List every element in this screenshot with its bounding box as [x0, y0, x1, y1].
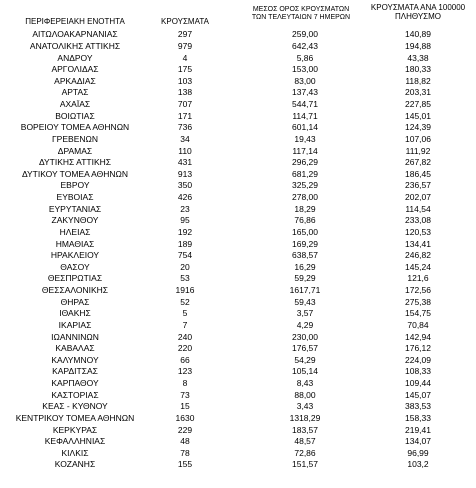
cell-seven-day-average: 18,29 — [294, 203, 316, 214]
cell-regional-unit: ΒΟΡΕΙΟΥ ΤΟΜΕΑ ΑΘΗΝΩΝ — [20, 122, 130, 133]
cell-cases: 229 — [177, 424, 193, 435]
cell-cases: 78 — [180, 447, 190, 458]
cell-cases-per-100k: 145,07 — [405, 389, 431, 400]
cell-seven-day-average: 76,86 — [294, 215, 316, 226]
table-row — [0, 250, 476, 262]
cell-spacer — [220, 331, 250, 343]
cell-seven-day-average: 83,00 — [294, 75, 316, 86]
cell-regional-unit: ΓΡΕΒΕΝΩΝ — [52, 133, 98, 144]
cell-spacer — [220, 378, 250, 390]
cell-seven-day-average: 153,00 — [292, 64, 318, 75]
cell-spacer — [220, 413, 250, 425]
table-row — [0, 448, 476, 460]
cell-cases-per-100k: 186,45 — [405, 168, 431, 179]
cell-cases-per-100k: 121,6 — [407, 273, 429, 284]
table-body — [0, 29, 476, 471]
cell-cases: 73 — [180, 389, 190, 400]
table-row — [0, 296, 476, 308]
cell-regional-unit: ΘΗΡΑΣ — [60, 296, 90, 307]
cell-regional-unit: ΖΑΚΥΝΘΟΥ — [51, 215, 99, 226]
cell-cases-per-100k: 383,53 — [405, 401, 431, 412]
cell-spacer — [220, 308, 250, 320]
header-seven-day-average — [238, 6, 364, 22]
table-row — [0, 285, 476, 297]
table-row — [0, 238, 476, 250]
cell-cases-per-100k: 145,01 — [405, 110, 431, 121]
cell-seven-day-average: 59,29 — [294, 273, 316, 284]
table-row — [0, 99, 476, 111]
table-row — [0, 192, 476, 204]
header-cases: ΚΡΟΥΣΜΑΤΑ — [161, 17, 209, 26]
cell-regional-unit: ΚΑΛΥΜΝΟΥ — [51, 354, 99, 365]
cell-seven-day-average: 137,43 — [292, 87, 318, 98]
cell-cases-per-100k: 233,08 — [405, 215, 431, 226]
cell-cases-per-100k: 172,56 — [405, 285, 431, 296]
cell-cases: 95 — [180, 215, 190, 226]
cell-cases-per-100k: 227,85 — [405, 99, 431, 110]
cell-regional-unit: ΚΕΡΚΥΡΑΣ — [52, 424, 98, 435]
table-row — [0, 366, 476, 378]
cell-spacer — [220, 192, 250, 204]
cell-regional-unit: ΕΥΡΥΤΑΝΙΑΣ — [48, 203, 102, 214]
cell-cases: 350 — [177, 180, 193, 191]
cell-cases: 138 — [177, 87, 193, 98]
cell-cases: 192 — [177, 226, 193, 237]
cell-spacer — [220, 389, 250, 401]
cell-cases-per-100k: 108,33 — [405, 366, 431, 377]
cell-spacer — [220, 76, 250, 88]
cell-cases-per-100k: 118,82 — [405, 75, 431, 86]
cell-cases-per-100k: 154,75 — [405, 308, 431, 319]
cell-regional-unit: ΑΡΤΑΣ — [61, 87, 89, 98]
cell-cases-per-100k: 202,07 — [405, 192, 431, 203]
table-row — [0, 52, 476, 64]
cell-spacer — [220, 296, 250, 308]
cell-regional-unit: ΘΕΣΣΑΛΟΝΙΚΗΣ — [41, 285, 109, 296]
cell-cases: 15 — [180, 401, 190, 412]
table-row — [0, 459, 476, 471]
cell-seven-day-average: 176,57 — [292, 343, 318, 354]
table-row — [0, 320, 476, 332]
cell-cases-per-100k: 224,09 — [405, 354, 431, 365]
header-cases-per-100k — [360, 3, 476, 21]
cell-seven-day-average: 1318,29 — [289, 412, 321, 423]
cell-cases-per-100k: 275,38 — [405, 296, 431, 307]
cases-table — [0, 29, 476, 471]
cell-spacer — [220, 110, 250, 122]
cell-spacer — [220, 64, 250, 76]
table-row — [0, 180, 476, 192]
table-row — [0, 227, 476, 239]
cell-seven-day-average: 19,43 — [294, 133, 316, 144]
cell-regional-unit: ΚΕΑΣ - ΚΥΘΝΟΥ — [42, 401, 108, 412]
cell-seven-day-average: 59,43 — [294, 296, 316, 307]
cell-cases: 8 — [182, 378, 188, 389]
cell-spacer — [220, 203, 250, 215]
cell-regional-unit: ΕΒΡΟΥ — [60, 180, 90, 191]
header-per-line2: ΠΛΗΘΥΣΜΟ — [394, 12, 442, 21]
cell-regional-unit: ΔΡΑΜΑΣ — [57, 145, 93, 156]
cell-cases-per-100k: 158,33 — [405, 412, 431, 423]
table-row — [0, 355, 476, 367]
cell-spacer — [220, 180, 250, 192]
cell-seven-day-average: 638,57 — [292, 250, 318, 261]
cell-seven-day-average: 72,86 — [294, 447, 316, 458]
cell-regional-unit: ΚΕΦΑΛΛΗΝΙΑΣ — [44, 436, 106, 447]
table-row — [0, 122, 476, 134]
cell-cases-per-100k: 107,06 — [405, 133, 431, 144]
cell-seven-day-average: 114,71 — [292, 110, 318, 121]
cell-seven-day-average: 105,14 — [292, 366, 318, 377]
header-per-line1: ΚΡΟΥΣΜΑΤΑ ΑΝΑ 100000 — [370, 3, 466, 12]
cell-seven-day-average: 296,29 — [292, 157, 318, 168]
table-row — [0, 134, 476, 146]
cell-spacer — [220, 227, 250, 239]
cell-regional-unit: ΕΥΒΟΙΑΣ — [56, 192, 94, 203]
table-row — [0, 87, 476, 99]
cell-cases: 123 — [177, 366, 193, 377]
cell-spacer — [220, 343, 250, 355]
cell-cases: 175 — [177, 64, 193, 75]
cell-spacer — [220, 262, 250, 274]
cell-cases: 1916 — [175, 285, 195, 296]
cell-cases: 736 — [177, 122, 193, 133]
cell-seven-day-average: 151,57 — [292, 459, 318, 470]
cell-cases: 979 — [177, 40, 193, 51]
cell-cases: 52 — [180, 296, 190, 307]
cell-cases-per-100k: 134,41 — [405, 238, 431, 249]
cell-cases-per-100k: 236,57 — [405, 180, 431, 191]
cell-regional-unit: ΑΙΤΩΛΟΑΚΑΡΝΑΝΙΑΣ — [32, 29, 118, 40]
table-row — [0, 41, 476, 53]
cell-seven-day-average: 165,00 — [292, 226, 318, 237]
cell-cases-per-100k: 219,41 — [405, 424, 431, 435]
table-row — [0, 169, 476, 181]
cell-cases-per-100k: 194,88 — [405, 40, 431, 51]
table-row — [0, 215, 476, 227]
table-row — [0, 76, 476, 88]
cell-cases: 240 — [177, 331, 193, 342]
cell-cases-per-100k: 114,54 — [405, 203, 431, 214]
cell-seven-day-average: 48,57 — [294, 436, 316, 447]
table-row — [0, 389, 476, 401]
table-row — [0, 331, 476, 343]
table-row — [0, 413, 476, 425]
cell-seven-day-average: 601,14 — [292, 122, 318, 133]
cell-cases: 707 — [177, 99, 193, 110]
table-row — [0, 308, 476, 320]
cell-regional-unit: ΔΥΤΙΚΗΣ ΑΤΤΙΚΗΣ — [38, 157, 112, 168]
cell-regional-unit: ΑΝΑΤΟΛΙΚΗΣ ΑΤΤΙΚΗΣ — [29, 40, 121, 51]
cell-cases-per-100k: 145,24 — [405, 261, 431, 272]
table-row — [0, 29, 476, 41]
cell-cases-per-100k: 134,07 — [405, 436, 431, 447]
cell-cases: 20 — [180, 261, 190, 272]
cell-seven-day-average: 4,29 — [296, 319, 314, 330]
cell-cases: 23 — [180, 203, 190, 214]
cell-spacer — [220, 134, 250, 146]
cell-seven-day-average: 544,71 — [292, 99, 318, 110]
cell-regional-unit: ΙΩΑΝΝΙΝΩΝ — [51, 331, 99, 342]
cell-regional-unit: ΑΧΑΪΑΣ — [59, 99, 91, 110]
table-row — [0, 273, 476, 285]
table-row — [0, 378, 476, 390]
cell-regional-unit: ΚΑΡΠΑΘΟΥ — [51, 378, 99, 389]
cell-spacer — [220, 99, 250, 111]
cell-cases: 155 — [177, 459, 193, 470]
cell-regional-unit: ΑΡΚΑΔΙΑΣ — [54, 75, 96, 86]
cell-cases-per-100k: 176,12 — [405, 343, 431, 354]
cell-cases: 66 — [180, 354, 190, 365]
cell-cases-per-100k: 203,31 — [405, 87, 431, 98]
cell-spacer — [220, 459, 250, 471]
cell-regional-unit: ΚΟΖΑΝΗΣ — [54, 459, 96, 470]
cell-regional-unit: ΔΥΤΙΚΟΥ ΤΟΜΕΑ ΑΘΗΝΩΝ — [21, 168, 129, 179]
cell-regional-unit: ΘΕΣΠΡΩΤΙΑΣ — [47, 273, 103, 284]
table-row — [0, 401, 476, 413]
cell-spacer — [220, 157, 250, 169]
cell-cases: 48 — [180, 436, 190, 447]
cell-regional-unit: ΗΛΕΙΑΣ — [59, 226, 91, 237]
cell-cases: 220 — [177, 343, 193, 354]
cell-seven-day-average: 16,29 — [294, 261, 316, 272]
cell-spacer — [220, 250, 250, 262]
cell-seven-day-average: 3,57 — [296, 308, 314, 319]
cell-cases: 34 — [180, 133, 190, 144]
cell-cases: 7 — [182, 319, 188, 330]
cell-seven-day-average: 642,43 — [292, 40, 318, 51]
cell-seven-day-average: 325,29 — [292, 180, 318, 191]
cell-spacer — [220, 215, 250, 227]
cell-regional-unit: ΚΑΡΔΙΤΣΑΣ — [52, 366, 98, 377]
cell-cases-per-100k: 180,33 — [405, 64, 431, 75]
cell-cases: 913 — [177, 168, 193, 179]
cell-seven-day-average: 230,00 — [292, 331, 318, 342]
cell-seven-day-average: 278,00 — [292, 192, 318, 203]
table-row — [0, 145, 476, 157]
header-avg-line1: ΜΕΣΟΣ ΟΡΟΣ ΚΡΟΥΣΜΑΤΩΝ — [252, 6, 350, 13]
cell-spacer — [220, 366, 250, 378]
cell-regional-unit: ΚΕΝΤΡΙΚΟΥ ΤΟΜΕΑ ΑΘΗΝΩΝ — [15, 412, 135, 423]
table-row — [0, 436, 476, 448]
table-header — [0, 0, 476, 30]
cell-seven-day-average: 1617,71 — [289, 285, 321, 296]
cell-cases-per-100k: 43,38 — [407, 52, 429, 63]
cell-cases-per-100k: 246,82 — [405, 250, 431, 261]
cell-regional-unit: ΗΡΑΚΛΕΙΟΥ — [50, 250, 100, 261]
cell-spacer — [220, 355, 250, 367]
cell-cases-per-100k: 142,94 — [405, 331, 431, 342]
cell-regional-unit: ΙΚΑΡΙΑΣ — [58, 319, 92, 330]
cell-cases-per-100k: 70,84 — [407, 319, 429, 330]
cell-spacer — [220, 401, 250, 413]
cell-spacer — [220, 424, 250, 436]
table-row — [0, 203, 476, 215]
cell-seven-day-average: 259,00 — [292, 29, 318, 40]
cell-cases-per-100k: 103,2 — [407, 459, 429, 470]
cell-cases-per-100k: 109,44 — [405, 378, 431, 389]
cell-spacer — [220, 169, 250, 181]
table-row — [0, 262, 476, 274]
cell-regional-unit: ΘΑΣΟΥ — [60, 261, 90, 272]
cell-seven-day-average: 169,29 — [292, 238, 318, 249]
cell-regional-unit: ΗΜΑΘΙΑΣ — [55, 238, 95, 249]
cell-spacer — [220, 320, 250, 332]
cell-cases: 5 — [182, 308, 188, 319]
cell-cases: 1630 — [175, 412, 195, 423]
header-avg-line2: ΤΩΝ ΤΕΛΕΥΤΑΙΩΝ 7 ΗΜΕΡΩΝ — [251, 14, 351, 21]
cell-cases-per-100k: 267,82 — [405, 157, 431, 168]
cell-cases: 110 — [178, 145, 192, 156]
cell-cases: 431 — [177, 157, 193, 168]
table-row — [0, 343, 476, 355]
cell-seven-day-average: 8,43 — [296, 378, 314, 389]
table-row — [0, 157, 476, 169]
cell-cases: 4 — [182, 52, 188, 63]
cell-seven-day-average: 117,14 — [292, 145, 318, 156]
cell-cases-per-100k: 96,99 — [407, 447, 429, 458]
cell-spacer — [220, 436, 250, 448]
cell-spacer — [220, 122, 250, 134]
cell-seven-day-average: 54,29 — [294, 354, 316, 365]
cell-spacer — [220, 145, 250, 157]
cell-spacer — [220, 29, 250, 41]
cell-cases: 53 — [180, 273, 190, 284]
cell-spacer — [220, 52, 250, 64]
cell-cases-per-100k: 140,89 — [405, 29, 431, 40]
cell-seven-day-average: 88,00 — [294, 389, 316, 400]
cell-cases: 171 — [177, 110, 193, 121]
cell-seven-day-average: 681,29 — [292, 168, 318, 179]
cell-cases: 103 — [177, 75, 193, 86]
table-row — [0, 424, 476, 436]
table-row — [0, 64, 476, 76]
cell-seven-day-average: 5,86 — [296, 52, 314, 63]
cell-spacer — [220, 87, 250, 99]
cell-cases-per-100k: 111,92 — [405, 145, 431, 156]
cell-cases: 426 — [177, 192, 193, 203]
cell-cases: 297 — [177, 29, 193, 40]
cell-regional-unit: ΚΑΣΤΟΡΙΑΣ — [51, 389, 99, 400]
cell-cases: 189 — [177, 238, 193, 249]
cell-cases-per-100k: 124,39 — [405, 122, 431, 133]
table-row — [0, 110, 476, 122]
cell-regional-unit: ΒΟΙΩΤΙΑΣ — [55, 110, 95, 121]
cell-spacer — [220, 448, 250, 460]
cell-regional-unit: ΑΝΔΡΟΥ — [57, 52, 93, 63]
cell-cases: 754 — [177, 250, 193, 261]
cell-seven-day-average: 183,57 — [292, 424, 318, 435]
header-regional-unit: ΠΕΡΙΦΕΡΕΙΑΚΗ ΕΝΟΤΗΤΑ — [25, 17, 125, 26]
cell-regional-unit: ΚΙΛΚΙΣ — [61, 447, 89, 458]
cell-spacer — [220, 285, 250, 297]
cell-regional-unit: ΑΡΓΟΛΙΔΑΣ — [51, 64, 99, 75]
cell-cases-per-100k: 120,53 — [405, 226, 431, 237]
cell-spacer — [220, 273, 250, 285]
cell-spacer — [220, 41, 250, 53]
cell-regional-unit: ΙΘΑΚΗΣ — [59, 308, 91, 319]
cell-seven-day-average: 3,43 — [296, 401, 314, 412]
cell-spacer — [220, 238, 250, 250]
cell-regional-unit: ΚΑΒΑΛΑΣ — [55, 343, 95, 354]
